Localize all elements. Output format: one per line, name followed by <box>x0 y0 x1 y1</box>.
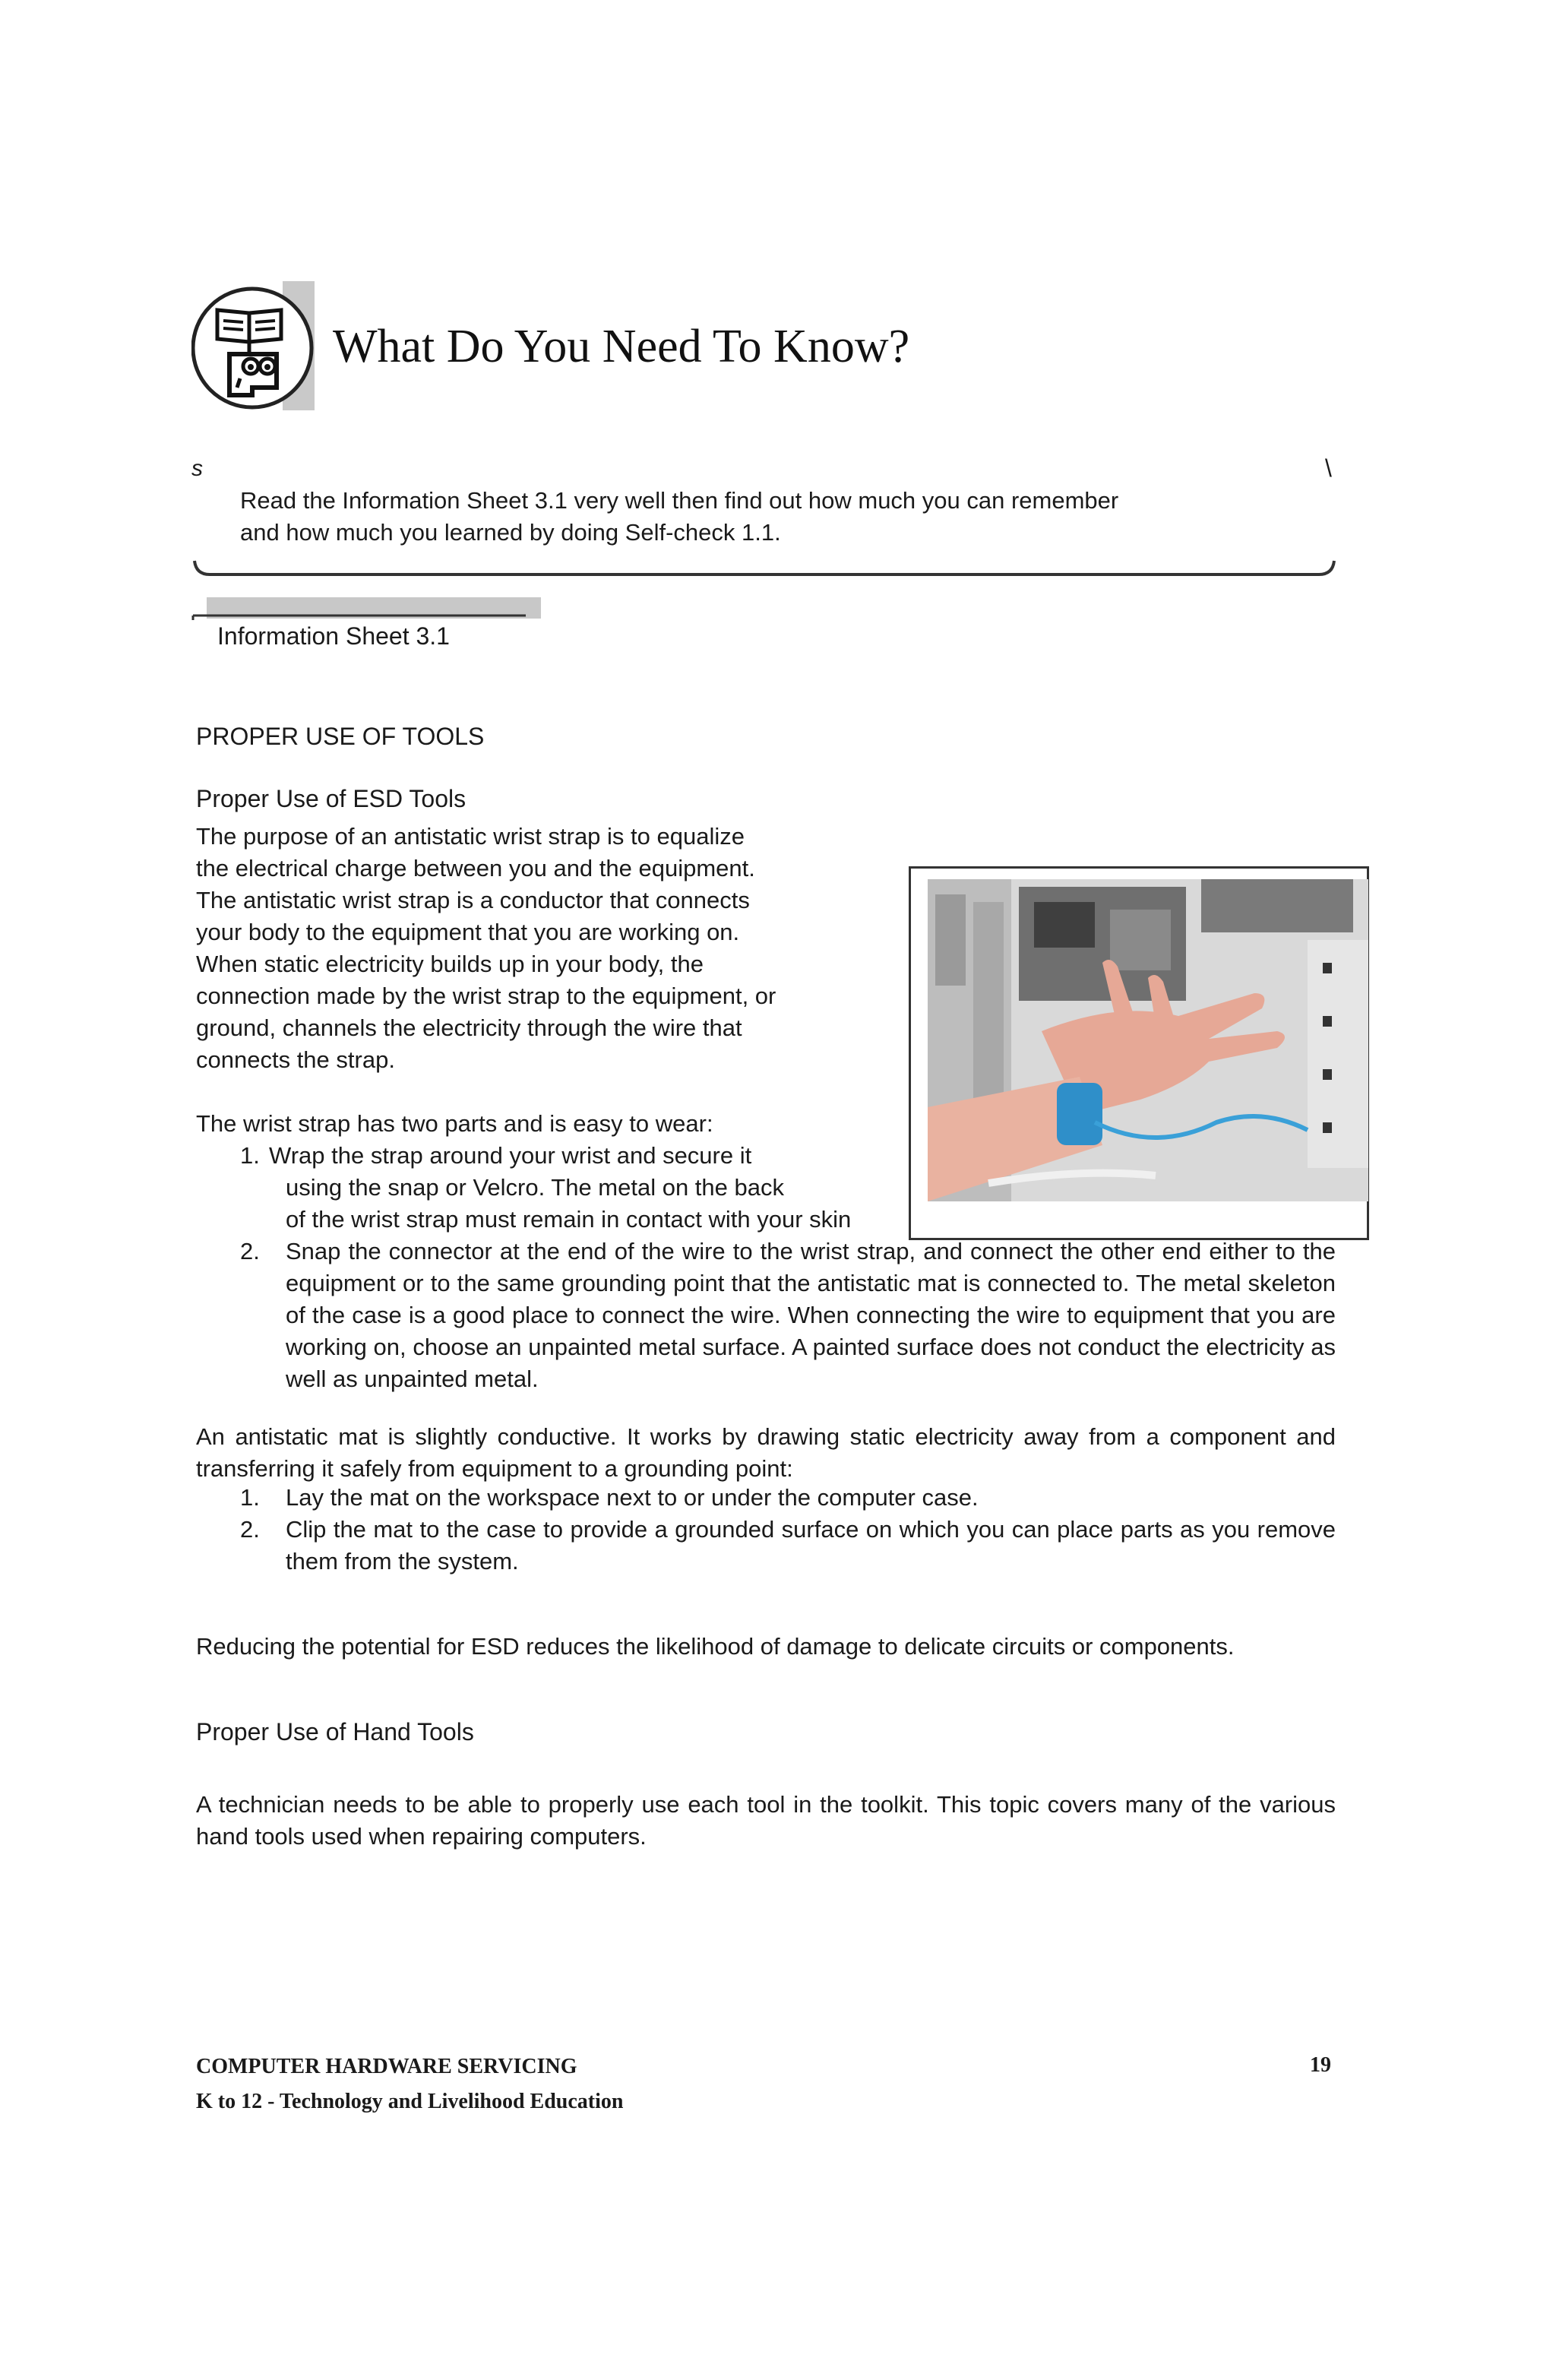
esd-note: Reducing the potential for ESD reduces the likelihood of damage to delicate circuits or components. <box>196 1633 1235 1660</box>
text-line: connection made by the wrist strap to the equipment, or <box>196 983 776 1009</box>
section-heading: PROPER USE OF TOOLS <box>196 723 485 750</box>
info-sheet-label: Information Sheet 3.1 <box>217 622 450 650</box>
text-line: the electrical charge between you and the equipment. <box>196 855 755 881</box>
text-line: using the snap or Velcro. The metal on the back <box>286 1174 784 1201</box>
list-number: 2. <box>240 1238 260 1264</box>
list-number: 1. <box>240 1142 260 1169</box>
subheading-hand-tools: Proper Use of Hand Tools <box>196 1718 474 1745</box>
antistatic-mat-paragraph: An antistatic mat is slightly conductive. It works by drawing static electricity away from a component and transferring it safely from equipment to a grounding point: <box>196 1423 1336 1482</box>
text-line: The antistatic wrist strap is a conductor that connects <box>196 887 750 913</box>
page-title: What Do You Need To Know? <box>333 321 910 372</box>
box-corner-mark-right: \ <box>1325 454 1332 482</box>
text-line: ground, channels the electricity through the wire that <box>196 1014 742 1041</box>
instruction-text <box>240 485 1258 549</box>
footer-title: COMPUTER HARDWARE SERVICING <box>196 2055 577 2078</box>
instruction-line: and how much you learned by doing Self-check 1.1. <box>240 519 781 546</box>
list-item-text: Clip the mat to the case to provide a grounded surface on which you can place parts as you remove them from the system. <box>286 1516 1336 1575</box>
wrist-strap-paragraph <box>196 821 895 1076</box>
page-number: 19 <box>1310 2053 1331 2077</box>
book-reader-icon <box>191 281 318 416</box>
text-line: your body to the equipment that you are working on. <box>196 919 740 945</box>
list-number: 1. <box>240 1484 260 1511</box>
list-item-text: Lay the mat on the workspace next to or under the computer case. <box>286 1484 979 1511</box>
text-line: of the wrist strap must remain in contact with your skin <box>286 1206 852 1233</box>
list-item <box>196 1514 1336 1578</box>
text-line: Wrap the strap around your wrist and secure it <box>269 1142 752 1169</box>
subheading-esd-tools: Proper Use of ESD Tools <box>196 785 466 812</box>
footer-subtitle: K to 12 - Technology and Livelihood Education <box>196 2090 624 2113</box>
box-corner-mark-left: s <box>191 456 203 481</box>
list-item-text: Snap the connector at the end of the wire to the wrist strap, and connect the other end either to the equipment or to the same grounding point that the antistatic mat is connected to. The metal skeleton of the case is a good place to connect the wire. When connecting the wire to equipment that you are working on, choose an unpainted metal surface. A painted surface does not conduct the electricity as well as unpainted metal. <box>286 1238 1336 1392</box>
list-item <box>196 1236 1336 1395</box>
wrist-strap-intro: The wrist strap has two parts and is easy to wear: <box>196 1110 713 1137</box>
text-line: The purpose of an antistatic wrist strap is to equalize <box>196 823 745 850</box>
text-line: When static electricity builds up in your body, the <box>196 951 704 977</box>
list-number: 2. <box>240 1516 260 1543</box>
list-item <box>196 1482 1336 1514</box>
instruction-line: Read the Information Sheet 3.1 very well then find out how much you can remember <box>240 487 1119 514</box>
text-line: connects the strap. <box>196 1046 395 1073</box>
list-item <box>196 1140 1336 1236</box>
hand-tools-paragraph: A technician needs to be able to properly use each tool in the toolkit. This topic covers many of the various hand tools used when repairing computers. <box>196 1791 1336 1850</box>
